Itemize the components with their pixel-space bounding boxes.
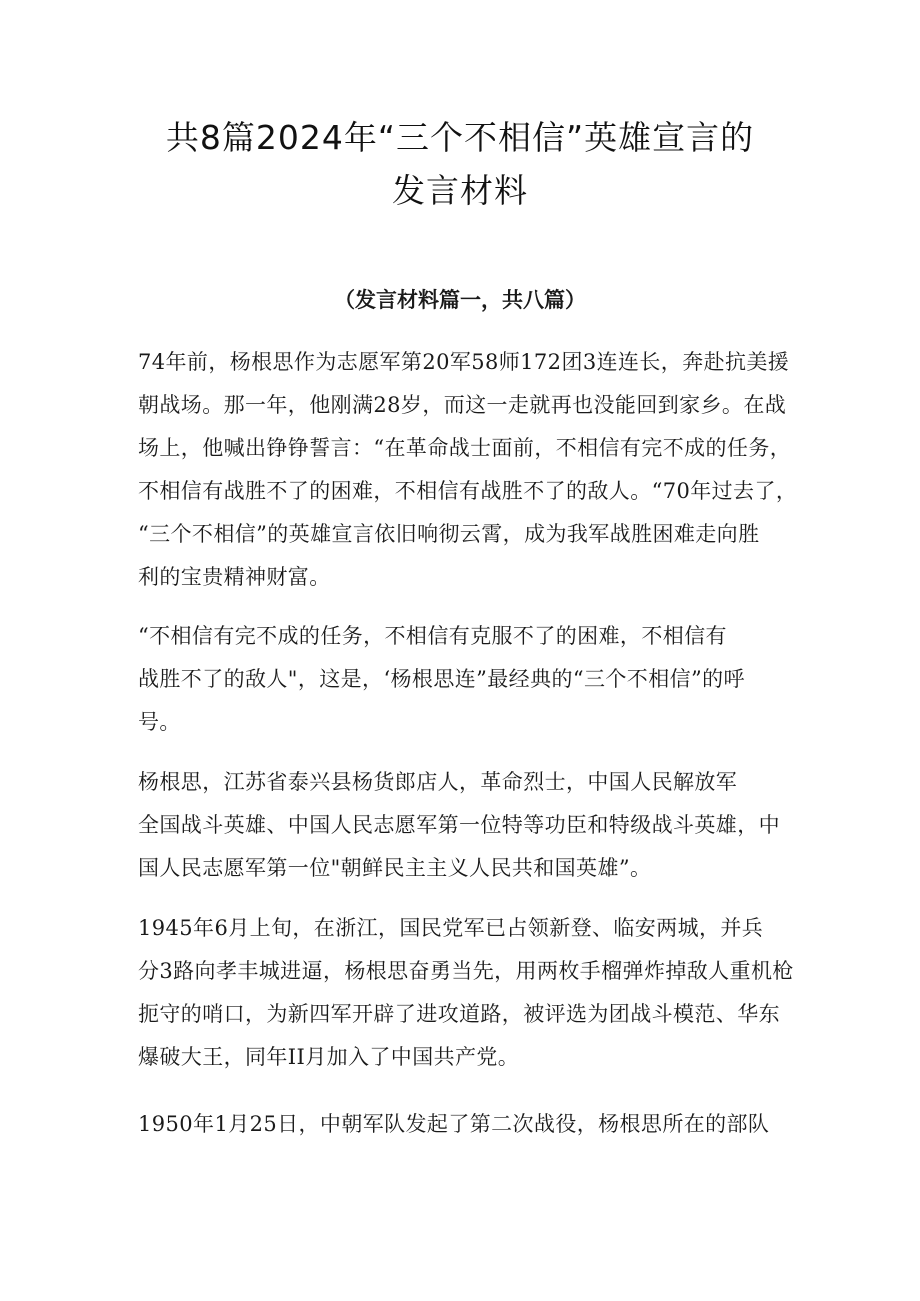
document-title-line-1: 共8篇2024年“三个不相信”英雄宣言的 [165,118,755,157]
paragraph-4-line: 分3路向孝丰城进逼，杨根思奋勇当先，用两枚手榴弹炸掉敌人重机枪 [138,959,794,983]
paragraph-2-line: 战胜不了的敌人"，这是，‘杨根思连”最经典的“三个不相信”的呼 [138,667,745,691]
paragraph-3-line: 国人民志愿军第一位"朝鲜民主主义人民共和国英雄”。 [138,856,652,880]
section-subtitle: （发言材料篇一，共八篇） [334,287,586,312]
paragraph-1-line: 74年前，杨根思作为志愿军第20军58师172团3连连长，奔赴抗美援 [138,350,790,374]
paragraph-2-line: “不相信有完不成的任务，不相信有克服不了的困难，不相信有 [138,624,727,648]
paragraph-2-line: 号。 [138,710,181,734]
paragraph-1-line: “三个不相信”的英雄宣言依旧响彻云霄，成为我军战胜困难走向胜 [138,522,760,546]
paragraph-3-line: 杨根思，江苏省泰兴县杨货郎店人，革命烈士，中国人民解放军 [138,770,738,794]
paragraph-4-line: 扼守的哨口，为新四军开辟了进攻道路，被评选为团战斗模范、华东 [138,1002,780,1026]
document-title-line-2: 发言材料 [392,171,528,210]
paragraph-1-line: 朝战场。那一年，他刚满28岁，而这一走就再也没能回到家乡。在战 [138,393,787,417]
paragraph-3-line: 全国战斗英雄、中国人民志愿军第一位特等功臣和特级战斗英雄，中 [138,813,780,837]
paragraph-4-line: 1945年6月上旬，在浙江，国民党军已占领新登、临安两城，并兵 [138,916,764,940]
paragraph-4-line: 爆破大王，同年II月加入了中国共产党。 [138,1045,520,1069]
paragraph-1-line: 不相信有战胜不了的困难，不相信有战胜不了的敌人。“70年过去了， [138,479,798,503]
paragraph-1-line: 利的宝贵精神财富。 [138,565,331,589]
paragraph-1-line: 场上，他喊出铮铮誓言：“在革命战士面前，不相信有完不成的任务， [138,436,792,460]
paragraph-5-line: 1950年1月25日，中朝军队发起了第二次战役，杨根思所在的部队 [138,1112,770,1136]
